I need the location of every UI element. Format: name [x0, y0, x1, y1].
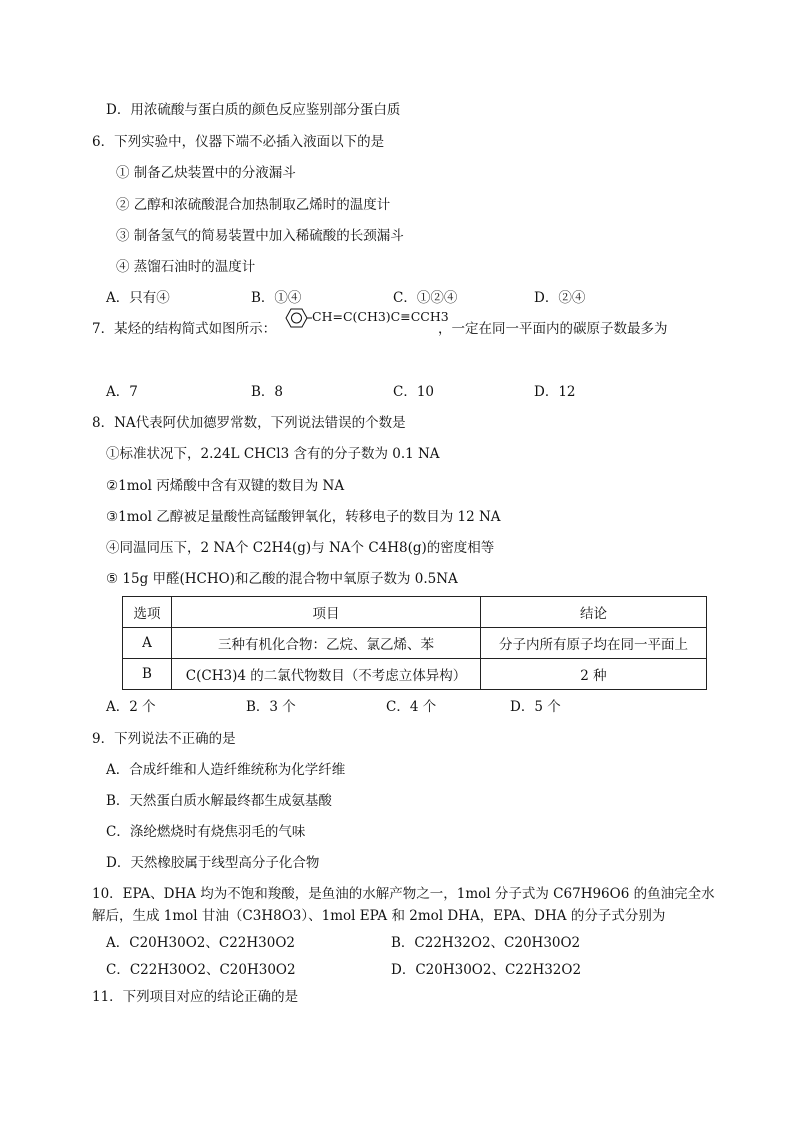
q6-option-d: D．②④	[534, 290, 586, 306]
q8-item-3: ③1mol 乙醇被足量酸性高锰酸钾氧化，转移电子的数目为 12 NA	[106, 509, 501, 525]
q8-option-a: A．2 个	[106, 699, 156, 715]
q6-option-a: A．只有④	[106, 290, 170, 306]
q7-option-d: D．12	[534, 384, 576, 400]
q7-stem-pre: 7．某烃的结构简式如图所示：	[92, 321, 277, 337]
table-header-row	[123, 597, 707, 628]
table-cell: C(CH3)4 的二氯代物数目（不考虑立体异构）	[172, 659, 481, 690]
q7-options	[106, 383, 706, 401]
table-cell: 2 种	[481, 659, 707, 690]
q9-option-c: C．涤纶燃烧时有烧焦羽毛的气味	[106, 824, 306, 840]
q10-option-a: A．C20H30O2、C22H30O2	[106, 935, 295, 951]
q10-option-c: C．C22H30O2、C20H30O2	[106, 962, 296, 978]
q7-stem-post: ，一定在同一平面内的碳原子数最多为	[438, 321, 668, 337]
q8-option-c: C．4 个	[386, 699, 437, 715]
table-cell: A	[123, 628, 172, 659]
table-row	[123, 659, 707, 690]
q6-item-1: ① 制备乙炔装置中的分液漏斗	[116, 165, 296, 181]
table-header-cell: 项目	[172, 597, 481, 628]
q8-item-4: ④同温同压下，2 NA个 C2H4(g)与 NA个 C4H8(g)的密度相等	[106, 540, 495, 556]
q8-options	[106, 698, 706, 716]
table-header-cell: 结论	[481, 597, 707, 628]
q8-item-1: ①标准状况下，2.24L CHCl3 含有的分子数为 0.1 NA	[106, 446, 440, 462]
q7-option-c: C．10	[393, 384, 435, 400]
q9-option-b: B．天然蛋白质水解最终都生成氨基酸	[106, 793, 332, 809]
conclusion-table	[122, 596, 707, 690]
benzene-ring-icon	[282, 305, 312, 331]
q6-item-2: ② 乙醇和浓硫酸混合加热制取乙烯时的温度计	[116, 197, 391, 213]
table-cell: B	[123, 659, 172, 690]
q6-item-4: ④ 蒸馏石油时的温度计	[116, 259, 256, 275]
q10-option-b: B．C22H32O2、C20H30O2	[391, 935, 581, 951]
q6-item-3: ③ 制备氢气的简易装置中加入稀硫酸的长颈漏斗	[116, 228, 404, 244]
q10-stem-line1: 10．EPA、DHA 均为不饱和羧酸，是鱼油的水解产物之一，1mol 分子式为 C67H96O6 的鱼油完全水	[92, 886, 715, 902]
q8-option-b: B．3 个	[246, 699, 296, 715]
table-row	[123, 628, 707, 659]
q8-item-2: ②1mol 丙烯酸中含有双键的数目为 NA	[106, 478, 345, 494]
q10-option-d: D．C20H30O2、C22H32O2	[391, 962, 582, 978]
table-header-cell: 选项	[123, 597, 172, 628]
q5-option-d: D．用浓硫酸与蛋白质的颜色反应鉴别部分蛋白质	[106, 102, 401, 118]
structural-formula	[282, 305, 449, 331]
q7-option-a: A．7	[106, 384, 138, 400]
q8-stem: 8．NA代表阿伏加德罗常数，下列说法错误的个数是	[92, 415, 406, 431]
q6-option-c: C．①②④	[393, 290, 458, 306]
q8-item-5: ⑤ 15g 甲醛(HCHO)和乙酸的混合物中氧原子数为 0.5NA	[106, 571, 458, 587]
q11-stem: 11．下列项目对应的结论正确的是	[92, 989, 299, 1005]
q8-option-d: D．5 个	[510, 699, 561, 715]
structural-formula-text: CH=C(CH3)C≡CCH3	[312, 309, 449, 324]
q6-stem: 6．下列实验中，仪器下端不必插入液面以下的是	[92, 134, 385, 150]
table-cell: 分子内所有原子均在同一平面上	[481, 628, 707, 659]
q9-stem: 9．下列说法不正确的是	[92, 731, 236, 747]
q7-option-b: B．8	[251, 384, 284, 400]
q6-option-b: B．①④	[251, 290, 302, 306]
q10-stem-line2: 解后，生成 1mol 甘油（C3H8O3）、1mol EPA 和 2mol DHA，EPA、DHA 的分子式分别为	[92, 908, 666, 924]
q9-option-d: D．天然橡胶属于线型高分子化合物	[106, 855, 320, 871]
q9-option-a: A．合成纤维和人造纤维统称为化学纤维	[106, 762, 346, 778]
table-cell: 三种有机化合物：乙烷、氯乙烯、苯	[172, 628, 481, 659]
